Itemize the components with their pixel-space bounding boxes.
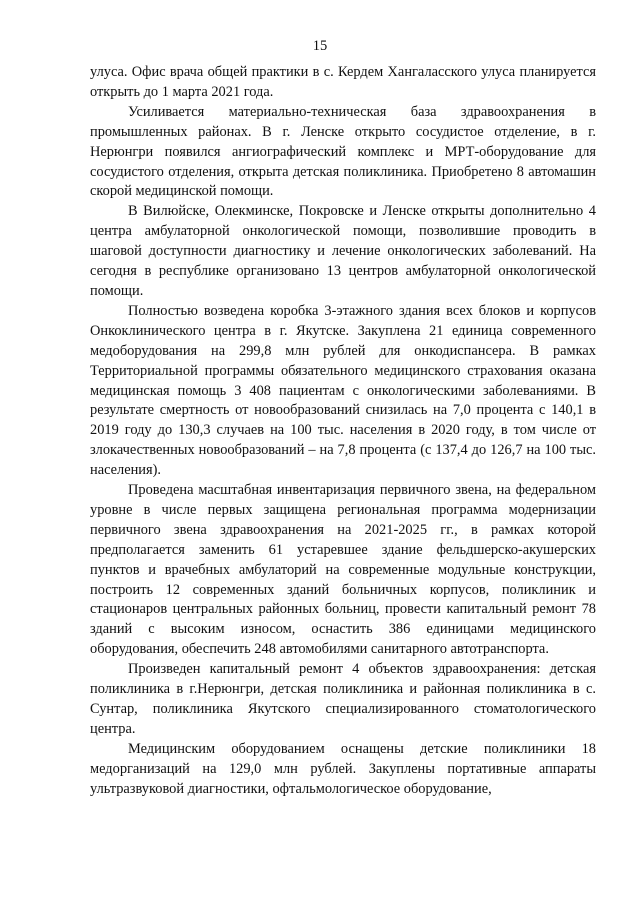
paragraph-material-base: Усиливается материально-техническая база здравоохранения в промышленных районах. В г. Ленске открыто сосудистое отделение, в г. Нерюнгри появился ангиографический комплекс и МРТ-оборудование для сосудистого отделения, открыта детская поликлиника. Приобретено 8 автомашин скорой медицинской помощи. bbox=[90, 103, 596, 200]
paragraph-continuation: улуса. Офис врача общей практики в с. Кердем Хангаласского улуса планируется открыть до 1 марта 2021 года. bbox=[90, 64, 596, 100]
paragraph-capital-repair: Произведен капитальный ремонт 4 объектов здравоохранения: детская поликлиника в г.Нерюнгри, детская поликлиника и районная поликлиника в с. Сунтар, поликлиника Якутского специализированного стоматологического центра. bbox=[90, 661, 596, 737]
page-number: 15 bbox=[312, 38, 328, 54]
paragraph-equipment: Медицинским оборудованием оснащены детские поликлиники 18 медорганизаций на 129,0 млн рублей. Закуплены портативные аппараты ультразвуковой диагностики, офтальмологическое оборудование, bbox=[90, 740, 596, 797]
paragraph-oncology-centers: В Вилюйске, Олекминске, Покровске и Ленске открыты дополнительно 4 центра амбулаторной онкологической помощи, позволившие проводить в шаговой доступности диагностику и лечение онкологических заболеваний. На сегодня в республике организовано 13 центров амбулаторной онкологической помощи. bbox=[90, 203, 596, 299]
paragraph-primary-care-modernization: Проведена масштабная инвентаризация первичного звена, на федеральном уровне в числе первых защищена региональная программа модернизации первичного звена здравоохранения на 2021-2025 гг., в рамках которой предполагается заменить 61 устаревшее здание фельдшерско-акушерских пунктов и врачебных амбулаторий на современные модульные конструкции, построить 12 современных зданий больничных корпусов, поликлиник и стационаров центральных районных больниц, провести капитальный ремонт 78 зданий с высоким износом, оснастить 386 единицами медицинского оборудования, обеспечить 248 автомобилями санитарного автотранспорта. bbox=[90, 482, 596, 658]
document-body bbox=[90, 63, 596, 800]
paragraph-oncoclinic: Полностью возведена коробка 3-этажного здания всех блоков и корпусов Онкоклинического центра в г. Якутске. Закуплена 21 единица современного медоборудования на 299,8 млн рублей для онкодиспансера. В рамках Территориальной программы обязательного медицинского страхования оказана медицинская помощь 3 408 пациентам с онкологическими заболеваниями. В результате смертность от новообразований снизилась на 7,0 процента с 140,1 в 2019 году до 130,3 случаев на 100 тыс. населения в 2020 году, в том числе от злокачественных новообразований – на 7,8 процента (с 137,4 до 126,7 на 100 тыс. населения). bbox=[90, 302, 596, 479]
